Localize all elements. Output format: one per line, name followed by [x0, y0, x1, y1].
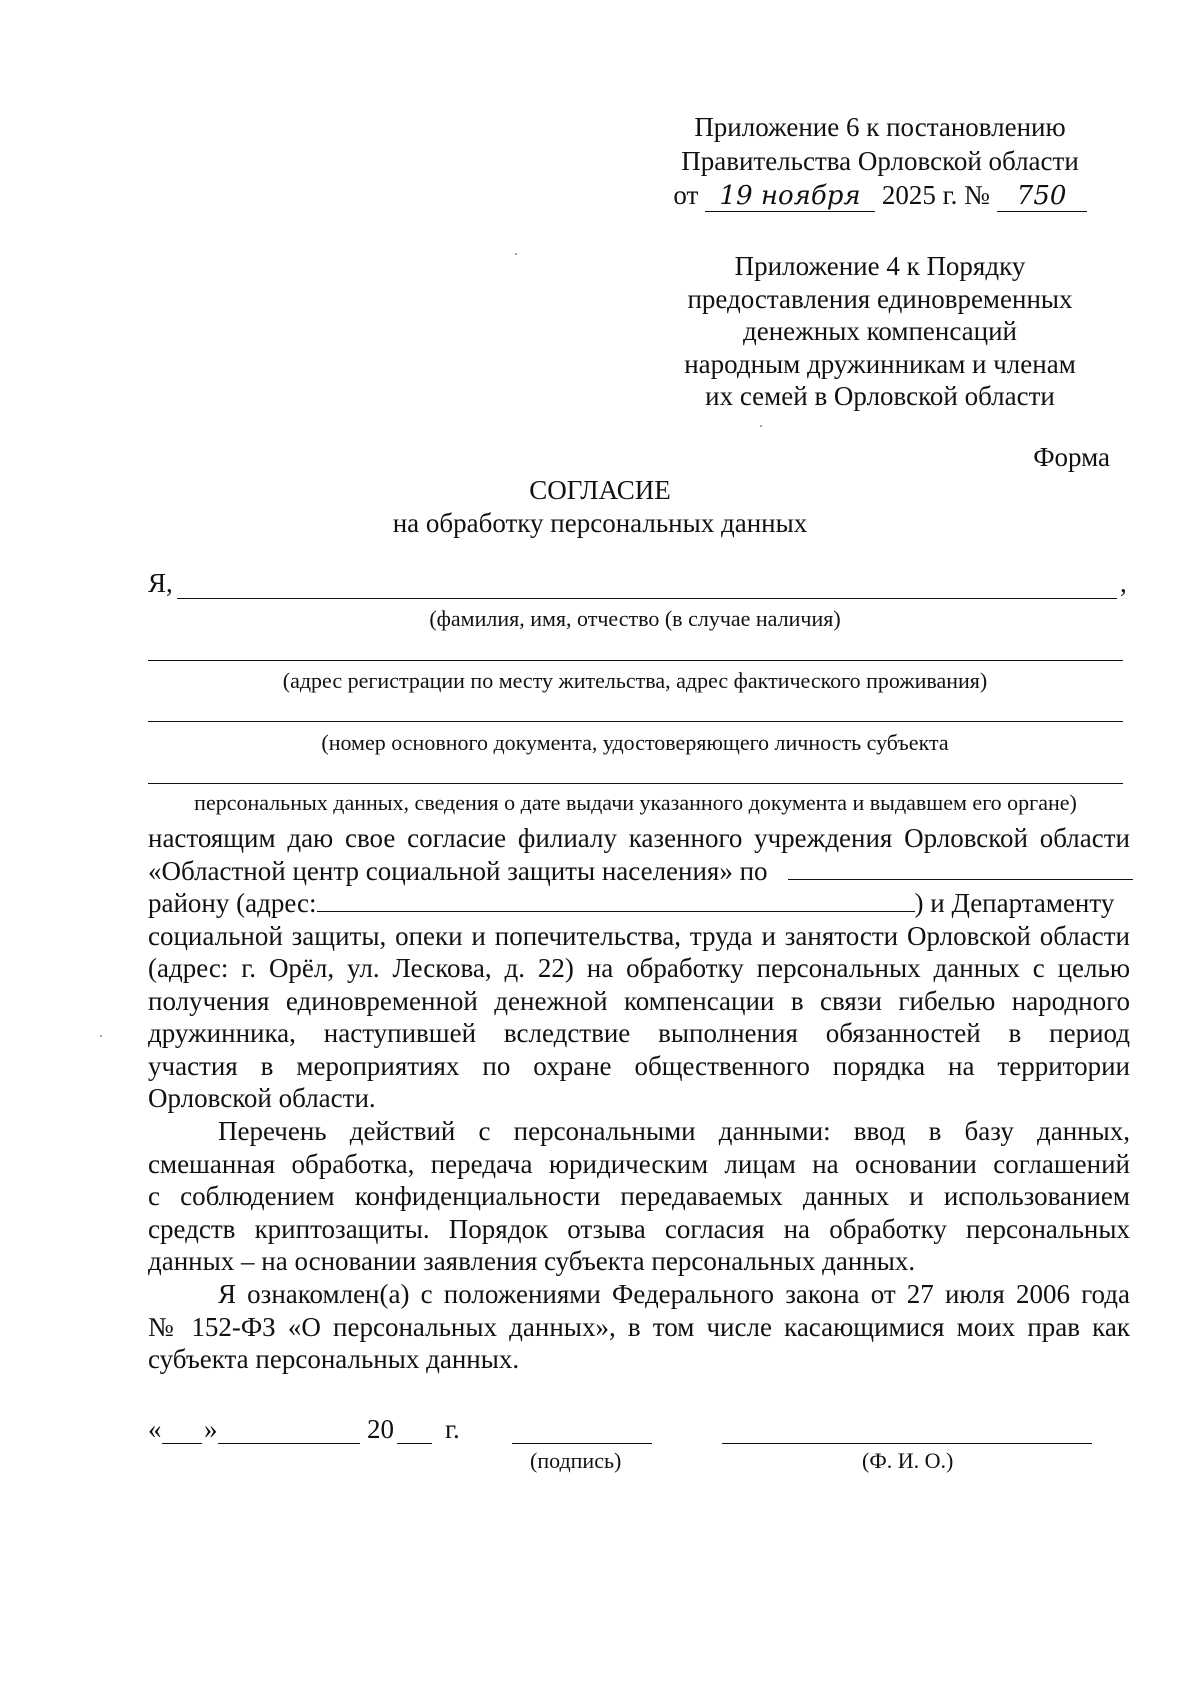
order-line-3: денежных компенсаций [743, 316, 1017, 346]
order-line-2: предоставления единовременных [687, 283, 1073, 314]
fio-field-line[interactable] [177, 598, 1117, 599]
date-close-quote: » [204, 1414, 218, 1444]
handwritten-number: 750 [997, 181, 1087, 212]
consent-line-5: (адрес: г. Орёл, ул. Лескова, д. 22) на обработку персональных данных с целью [148, 953, 1130, 983]
form-label: Форма [1033, 442, 1110, 472]
ack-line-1: Я ознакомлен(а) с положениями Федерального закона от 27 июля 2006 года [218, 1279, 1130, 1309]
appendix-line-1: Приложение 6 к постановлению [694, 112, 1066, 142]
address-caption: (адрес регистрации по месту жительства, адрес фактического проживания) [282, 668, 988, 693]
year-field-line[interactable] [397, 1443, 432, 1444]
i-label: Я, [148, 568, 173, 598]
document-caption: (номер основного документа, удостоверяющего личность субъекта [321, 730, 949, 755]
actions-line-5: данных – на основании заявления субъекта персональных данных. [148, 1246, 916, 1276]
appendix-line-2: Правительства Орловской области [681, 146, 1079, 176]
scan-speck [760, 425, 762, 427]
signatory-name-caption: (Ф. И. О.) [862, 1448, 954, 1473]
fio-caption: (фамилия, имя, отчество (в случае наличия) [429, 606, 841, 631]
order-line-1: Приложение 4 к Порядку [734, 251, 1026, 281]
ack-line-2: № 152-ФЗ «О персональных данных», в том числе касающимися моих прав как [148, 1311, 1130, 1342]
department-label: ) и Департаменту [914, 888, 1115, 918]
decree-appendix-block [640, 110, 1120, 212]
consent-line-1: настоящим даю свое согласие филиалу казенного учреждения Орловской области [148, 823, 1130, 853]
address-label: району (адрес: [148, 888, 317, 918]
scan-speck [515, 253, 517, 255]
ack-line-3: субъекта персональных данных. [148, 1344, 520, 1374]
actions-line-1: Перечень действий с персональными данными: ввод в базу данных, [218, 1116, 1130, 1146]
date-open-quote: « [148, 1414, 162, 1444]
consent-paragraph [148, 822, 1130, 1115]
document-field-line-2[interactable] [148, 783, 1123, 784]
consent-line-3 [148, 887, 1130, 920]
year-suffix: г. [445, 1414, 460, 1444]
center-name-text: «Областной центр социальной защиты населения» по [148, 855, 768, 886]
consent-line-2 [148, 855, 1130, 888]
signature-caption: (подпись) [530, 1448, 622, 1473]
consent-line-7: дружинника, наступившей вследствие выполнения обязанностей в период [148, 1018, 1130, 1048]
signatory-name-field-line[interactable] [722, 1443, 1092, 1444]
consent-line-8: участия в мероприятиях по охране общественного порядка на территории [148, 1050, 1130, 1081]
year-and-number-label: 2025 г. № [881, 180, 990, 210]
order-appendix-block [640, 250, 1120, 413]
acknowledgement-paragraph [148, 1278, 1130, 1376]
decree-date-line [640, 178, 1120, 212]
month-field-line[interactable] [218, 1443, 360, 1444]
consent-line-6: получения единовременной денежной компенсации в связи гибелью народного [148, 985, 1130, 1016]
branch-address-field-line[interactable] [317, 889, 915, 912]
day-field-line[interactable] [162, 1443, 202, 1444]
scan-speck [100, 1035, 102, 1037]
date-prefix: от [673, 180, 699, 210]
consent-line-4: социальной защиты, опеки и попечительства, труда и занятости Орловской области [148, 920, 1130, 951]
actions-line-4: средств криптозащиты. Порядок отзыва согласия на обработку персональных [148, 1213, 1130, 1244]
actions-line-3: с соблюдением конфиденциальности передаваемых данных и использованием [148, 1181, 1130, 1211]
address-field-line[interactable] [148, 660, 1123, 661]
document-title: СОГЛАСИЕ [529, 475, 671, 505]
year-prefix: 20 [367, 1414, 394, 1444]
order-line-4: народным дружинникам и членам [684, 348, 1076, 379]
actions-line-2: смешанная обработка, передача юридическим лицам на основании соглашений [148, 1148, 1130, 1179]
order-line-5: их семей в Орловской области [705, 381, 1055, 411]
fio-comma: , [1120, 568, 1127, 598]
signature-field-line[interactable] [512, 1443, 652, 1444]
consent-line-9: Орловской области. [148, 1083, 376, 1113]
district-field-line[interactable] [788, 857, 1133, 880]
actions-paragraph [148, 1115, 1130, 1278]
handwritten-date: 19 ноября [705, 181, 875, 212]
document-subtitle: на обработку персональных данных [392, 508, 808, 538]
document-field-line[interactable] [148, 721, 1123, 722]
document-caption-2: персональных данных, сведения о дате выдачи указанного документа и выдавшем его органе) [194, 790, 1077, 815]
